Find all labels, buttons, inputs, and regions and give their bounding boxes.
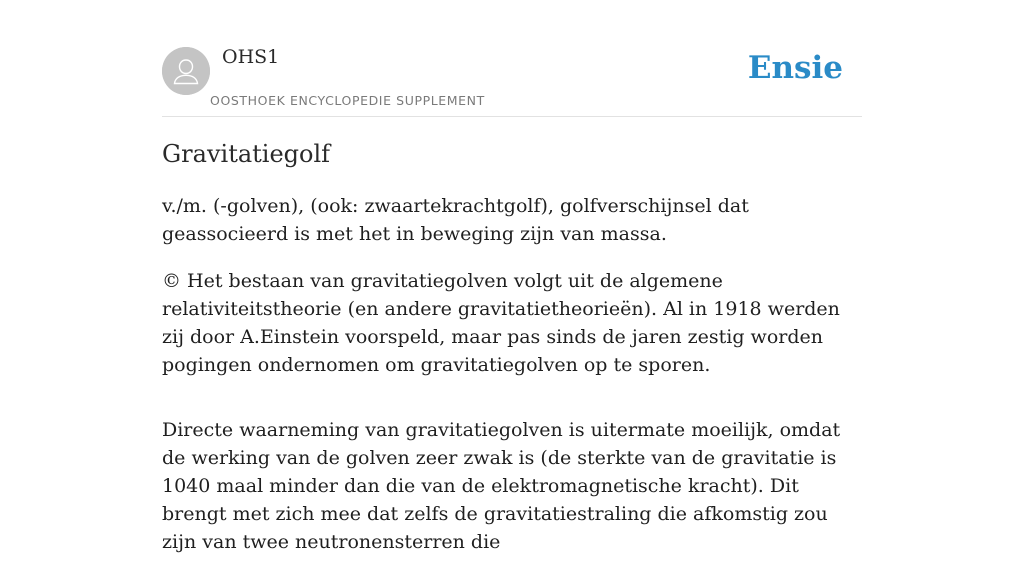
avatar-silhouette	[162, 47, 210, 95]
source-label: OOSTHOEK ENCYCLOPEDIE SUPPLEMENT	[210, 93, 485, 108]
user-avatar-icon[interactable]	[162, 47, 210, 95]
author-link[interactable]: OHS1	[222, 46, 280, 68]
article-body	[162, 192, 862, 575]
ensie-logo-link[interactable]: Ensie	[747, 50, 843, 86]
article-header	[162, 0, 862, 117]
page-container	[162, 0, 862, 553]
body-paragraph: Directe waarneming van gravitatiegolven is uitermate moeilijk, omdat de werking van de golven zeer zwak is (de sterkte van de gravitatie is 1040 maal minder dan die van de elektromagnetische kracht). Dit brengt met zich mee dat zelfs de gravitatiestraling die afkomstig zou zijn van twee neutronensterren die	[162, 419, 841, 553]
definition-paragraph: v./m. (-golven), (ook: zwaartekrachtgolf), golfverschijnsel dat geassocieerd is met het in beweging zijn van massa.	[162, 195, 749, 245]
body-paragraph: © Het bestaan van gravitatiegolven volgt uit de algemene relativiteitstheorie (en andere gravitatietheorieën). Al in 1918 werden zij door A.Einstein voorspeld, maar pas sinds de jaren zestig worden pogingen ondernomen om gravitatiegolven op te sporen.	[162, 270, 840, 376]
article-title: Gravitatiegolf	[162, 140, 331, 168]
